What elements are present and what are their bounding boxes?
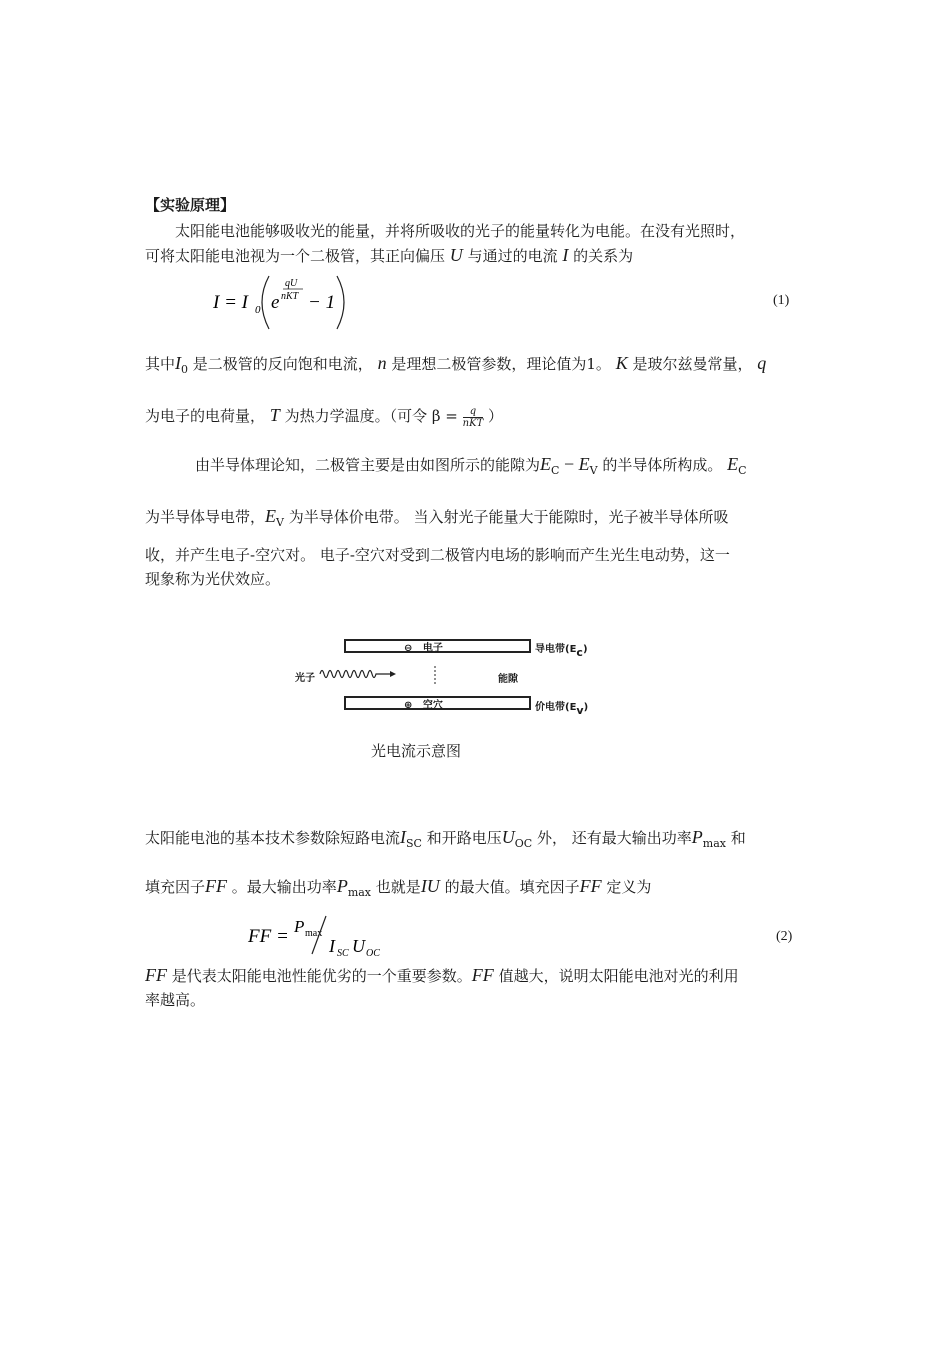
section-title: 【实验原理】: [145, 196, 236, 214]
var-P: P: [691, 827, 703, 847]
valence-band: [344, 696, 531, 710]
text-span: 为半导体导电带，: [145, 508, 266, 526]
text-span: 导电带(E: [535, 644, 577, 655]
conduction-band: [344, 639, 531, 653]
equation-2-number: (2): [776, 929, 793, 944]
var-I: I: [562, 245, 569, 265]
semi-line-3: 收，并产生电子-空穴对。 电子-空穴对受到二极管内电场的影响而产生光生电动势，这一: [145, 546, 730, 564]
electron-label: 电子: [422, 643, 443, 654]
sub-V: V: [276, 516, 284, 529]
intro-line-2: [145, 244, 805, 267]
intro-paragraph: [145, 220, 805, 267]
eq2-lhs: FF =: [248, 926, 289, 947]
text-span: 价电带(E: [535, 702, 577, 713]
constants-line-2: [145, 404, 805, 429]
valence-band-side-label: [535, 698, 589, 717]
text-span: 与通过的电流: [467, 247, 558, 265]
plus-circle-icon: ⊕: [404, 700, 413, 711]
var-FF: FF: [145, 965, 167, 985]
text-span: 是玻尔兹曼常量，: [632, 355, 753, 373]
text-span: 的关系为: [573, 247, 634, 265]
text-span: 也就是: [375, 878, 421, 896]
var-P: P: [336, 876, 348, 896]
figure-caption: 光电流示意图: [371, 742, 462, 760]
para-parameters: [145, 826, 805, 898]
sub-0: 0: [181, 363, 189, 376]
semi-line-1: [145, 453, 805, 476]
text-span: 是代表太阳能电池性能优劣的一个重要参数。: [171, 967, 472, 985]
var-U: U: [449, 245, 463, 265]
ff-line-1: [145, 964, 805, 987]
var-IU: IU: [420, 876, 440, 896]
para-ff: [145, 964, 805, 1011]
eq2-P: P: [294, 917, 305, 936]
eq2-I: I: [329, 936, 335, 956]
conduction-band-side-label: [535, 640, 588, 659]
eq2-U: U: [352, 936, 365, 956]
minus-sign: −: [559, 454, 579, 474]
ff-line-2: 率越高。: [145, 991, 206, 1009]
var-Ev: E: [265, 506, 277, 526]
var-q: q: [757, 353, 767, 373]
hole-label: 空穴: [422, 700, 443, 711]
var-Uoc: U: [501, 827, 515, 847]
beta-fraction: [463, 406, 484, 429]
var-Ev: E: [578, 454, 590, 474]
eq1-exp-num: qU: [285, 278, 298, 289]
sub-V: V: [589, 464, 598, 477]
var-FF: FF: [205, 876, 228, 896]
text-span: 和: [730, 829, 746, 847]
sub-OC: OC: [514, 837, 533, 850]
eq1-sub0: 0: [255, 304, 261, 316]
text-span: 填充因子: [145, 878, 206, 896]
text-span: 定义为: [606, 878, 652, 896]
constants-line-1: [145, 352, 805, 375]
eq2-I-sub: SC: [337, 948, 349, 959]
gap-arrow: [432, 664, 438, 686]
text-span: ): [583, 702, 589, 713]
sub-SC: SC: [406, 837, 422, 850]
intro-line-1: 太阳能电池能够吸收光的能量，并将所吸收的光子的能量转化为电能。在没有光照时，: [175, 222, 746, 240]
text-span: 值越大，说明太阳能电池对光的利用: [498, 967, 739, 985]
params-line-1: [145, 826, 805, 849]
minus-circle-icon: ⊖: [404, 643, 413, 654]
beta-den: nKT: [462, 417, 484, 429]
var-I0: I: [175, 353, 182, 373]
equation-1-svg: [213, 272, 353, 332]
var-T: T: [269, 405, 280, 425]
sub-C: C: [551, 464, 560, 477]
text-span: 的最大值。填充因子: [444, 878, 580, 896]
para-semiconductor: [145, 453, 805, 590]
eq2-P-sub: max: [305, 928, 323, 939]
equation-2: [248, 912, 398, 966]
left-paren: [262, 276, 269, 329]
sub-v: v: [576, 704, 584, 717]
text-span: 外， 还有最大输出功率: [536, 829, 692, 847]
eq1-minus-one: − 1: [308, 292, 336, 313]
arrow-head: [390, 671, 396, 677]
sub-c: c: [576, 646, 583, 659]
eq1-exp-den: nKT: [281, 291, 299, 302]
equation-1-number: (1): [773, 293, 790, 308]
valence-band-label: [404, 696, 443, 711]
equation-2-svg: [248, 912, 398, 962]
eq2-U-sub: OC: [366, 948, 380, 959]
gap-label: 能隙: [498, 674, 518, 685]
sub-max: max: [347, 886, 372, 899]
params-line-2: [145, 875, 805, 898]
conduction-band-label: [404, 639, 443, 654]
var-FF: FF: [579, 876, 602, 896]
var-FF: FF: [471, 965, 494, 985]
para-constants: [145, 352, 805, 429]
var-K: K: [615, 353, 628, 373]
photon-label: 光子: [295, 673, 315, 684]
text-span: 。最大输出功率: [231, 878, 337, 896]
text-span: 太阳能电池的基本技术参数除短路电流: [145, 829, 401, 847]
var-Isc: I: [400, 827, 407, 847]
beta-num: q: [463, 406, 484, 418]
text-span: 为热力学温度。（可令 β =: [284, 407, 458, 425]
text-span: 为半导体价电带。 当入射光子能量大于能隙时，光子被半导体所吸: [288, 508, 729, 526]
sub-max: max: [702, 837, 726, 850]
text-span: 其中: [145, 355, 176, 373]
text-span: 的半导体所构成。: [602, 456, 723, 474]
text-span: 和开路电压: [426, 829, 502, 847]
var-Ec: E: [540, 454, 552, 474]
semi-line-2: [145, 505, 805, 528]
text-span: ): [582, 644, 588, 655]
wave-path: [320, 671, 390, 678]
text-span: 由半导体理论知，二极管主要是由如图所示的能隙为: [195, 456, 541, 474]
var-Ec: E: [727, 454, 739, 474]
semi-line-4: 现象称为光伏效应。: [145, 570, 281, 588]
eq1-lhs: I = I: [213, 292, 248, 313]
text-span: ）: [488, 407, 504, 425]
right-paren: [337, 276, 344, 329]
text-span: 是二极管的反向饱和电流，: [192, 355, 373, 373]
var-n: n: [377, 353, 387, 373]
sub-C: C: [738, 464, 747, 477]
eq1-e: e: [271, 292, 280, 313]
text-span: 是理想二极管参数，理论值为1。: [391, 355, 611, 373]
text-span: 可将太阳能电池视为一个二极管，其正向偏压: [145, 247, 446, 265]
text-span: 为电子的电荷量，: [145, 407, 266, 425]
photon-wave-arrow: [318, 666, 398, 680]
